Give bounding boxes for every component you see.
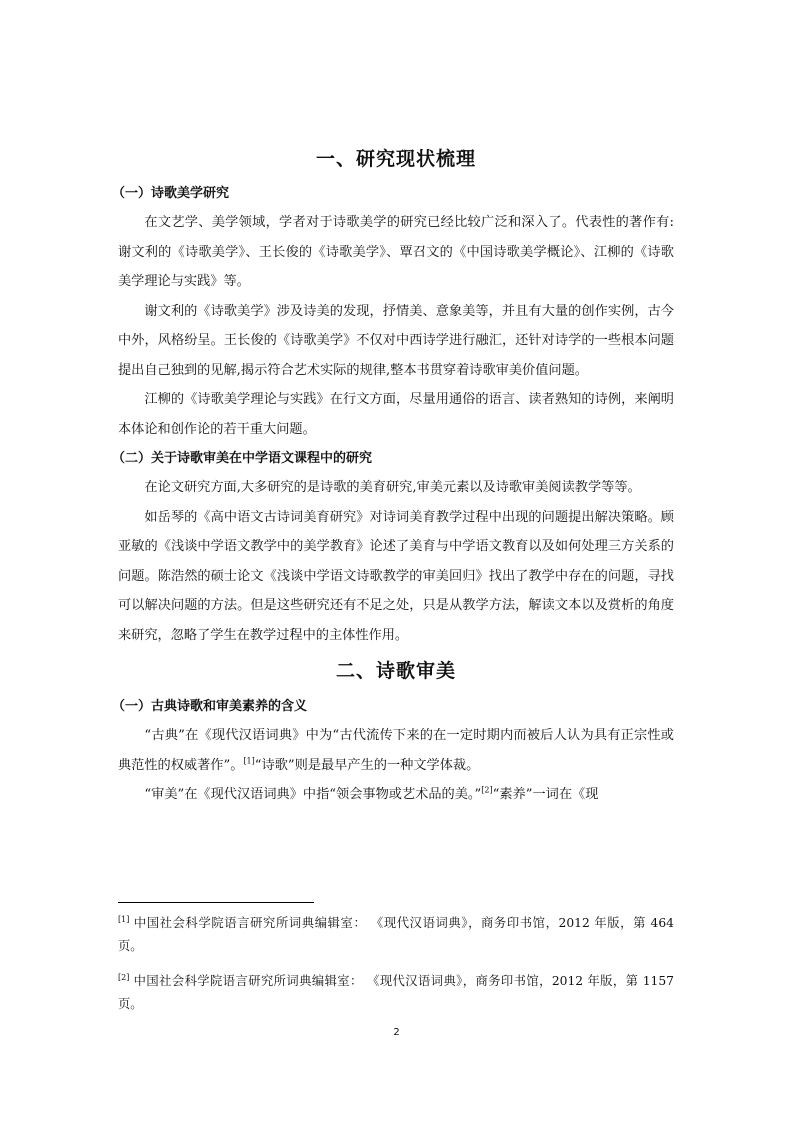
paragraph: 江柳的《诗歌美学理论与实践》在行文方面，尽量用通俗的语言、读者熟知的诗例，来阐明本体论和创作论的若干重大问题。 (118, 392, 674, 437)
paragraph: 在文艺学、美学领域，学者对于诗歌美学的研究已经比较广泛和深入了。代表性的著作有:谢文利的《诗歌美学》、王长俊的《诗歌美学》、覃召文的《中国诗歌美学概论》、江柳的《诗歌美学理论与实践》等。 (118, 215, 674, 289)
footnote-separator (118, 902, 314, 903)
footnote-text: 中国社会科学院语言研究所词典编辑室： 《现代汉语词典》，商务印书馆，2012 年版，第 464 页。 (118, 916, 674, 953)
footnote (118, 912, 674, 958)
section-title-research-status: 一、研究现状梳理 (315, 148, 476, 170)
footnote (118, 970, 674, 1016)
subsection-heading-poetry-aesthetics: （一）诗歌美学研究 (112, 186, 230, 201)
paragraph: 如岳琴的《高中语文古诗词美育研究》对诗词美育教学过程中出现的问题提出解决策略。顾亚敏的《浅谈中学语文教学中的美学教育》论述了美育与中学语文教育以及如何处理三方关系的问题。陈浩然的硕士论文《浅谈中学语文诗歌教学的审美回归》找出了教学中存在的问题，寻找可以解决问题的方法。但是这些研究还有不足之处，只是从教学方法，解读文本以及赏析的角度来研究，忽略了学生在教学过程中的主体性作用。 (118, 509, 674, 643)
paragraph (118, 780, 674, 810)
paragraph-text: “审美”在《现代汉语词典》中指“领会事物或艺术品的美。” (144, 787, 482, 802)
paragraph (118, 721, 674, 780)
section-title-poetry-aesthetics: 二、诗歌审美 (335, 660, 456, 682)
footnote-reference[interactable]: [1] (243, 756, 255, 766)
footnote-reference[interactable]: [2] (481, 785, 493, 795)
paragraph-text: “诗歌”则是最早产生的一种文学体裁。 (254, 757, 480, 773)
footnote-mark: [2] (118, 972, 130, 982)
footnote-text: 中国社会科学院语言研究所词典编辑室： 《现代汉语词典》，商务印书馆，2012 年版，第 1157 页。 (118, 974, 674, 1011)
paragraph: 在论文研究方面,大多研究的是诗歌的美育研究,审美元素以及诗歌审美阅读教学等等。 (144, 480, 641, 495)
page-number: 2 (393, 1027, 400, 1038)
subsection-heading-definitions: （一）古典诗歌和审美素养的含义 (112, 699, 308, 714)
body-content (112, 146, 674, 810)
paragraph: 谢文利的《诗歌美学》涉及诗美的发现，抒情美、意象美等，并且有大量的创作实例，古今中外，风格纷呈。王长俊的《诗歌美学》不仅对中西诗学进行融汇，还针对诗学的一些根本问题提出自己独到的见解,揭示符合艺术实际的规律,整本书贯穿着诗歌审美价值问题。 (118, 303, 674, 378)
footnote-mark: [1] (118, 914, 130, 924)
paragraph-text: “素养”一词在《现 (492, 787, 599, 802)
subsection-heading-middle-school-research: （二）关于诗歌审美在中学语文课程中的研究 (112, 451, 373, 466)
paragraph-text: “古典”在《现代汉语词典》中为“古代流传下来的在一定时期内而被后人认为具有正宗性或典范性的权威著作”。 (118, 728, 674, 773)
